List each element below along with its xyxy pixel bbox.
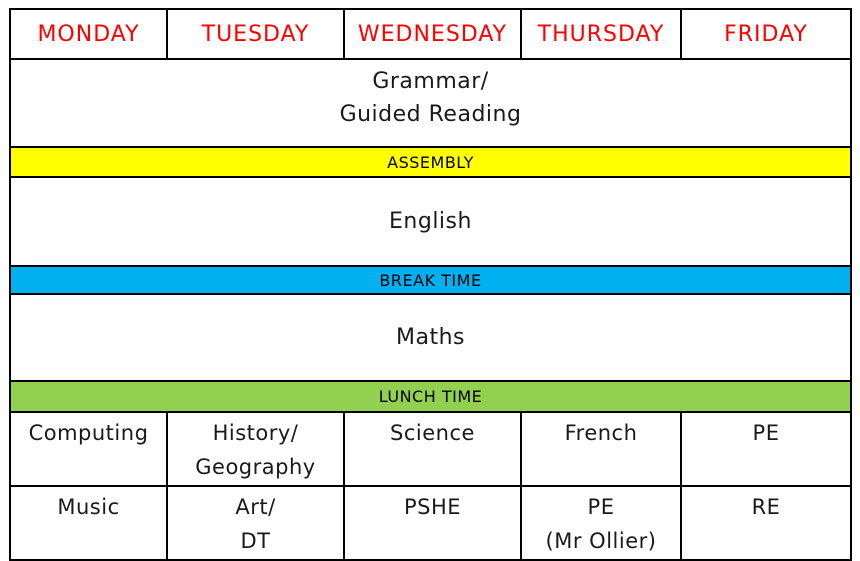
english-cell: English [10,177,851,266]
afternoon-row-2 [10,486,851,560]
grammar-guided-reading-cell [10,59,851,147]
english-row [10,177,851,266]
lesson-cell-thursday-pm1 [521,412,681,486]
lesson-line-2 [346,524,519,525]
lesson-line-1: Computing [28,421,149,445]
grammar-row [10,59,851,147]
lesson-line-2: Guided Reading [339,102,522,127]
lesson-cell-wednesday-pm2 [344,486,521,560]
lesson-cell-friday-pm2 [681,486,851,560]
lesson-line-2: (Mr Ollier) [545,529,657,553]
maths-row [10,294,851,381]
header-cell-tuesday: TUESDAY [167,9,344,59]
lesson-line-1: Art/ [235,495,276,519]
lesson-cell-friday-pm1 [681,412,851,486]
lesson-line-1: History/ [212,421,299,445]
lesson-line-1: PE [752,421,780,445]
lunch-time-banner-row [10,381,851,412]
maths-cell: Maths [10,294,851,381]
header-row [10,9,851,59]
weekly-timetable-table [9,8,852,561]
assembly-banner: ASSEMBLY [10,147,851,177]
lesson-line-1: French [564,421,638,445]
lesson-line-2 [683,450,849,451]
header-cell-wednesday: WEDNESDAY [344,9,521,59]
lesson-line-2 [12,450,165,451]
header-cell-friday: FRIDAY [681,9,851,59]
lesson-cell-monday-pm1 [10,412,167,486]
lesson-cell-monday-pm2 [10,486,167,560]
lesson-line-1: Science [390,421,475,445]
lunch-time-banner: LUNCH TIME [10,381,851,412]
lesson-line-2 [683,524,849,525]
lesson-line-2 [12,524,165,525]
lesson-line-2 [346,450,519,451]
header-cell-thursday: THURSDAY [521,9,681,59]
lesson-cell-tuesday-pm2 [167,486,344,560]
lesson-line-2: DT [240,529,271,553]
lesson-cell-thursday-pm2 [521,486,681,560]
lesson-line-1: Music [57,495,120,519]
break-time-banner: BREAK TIME [10,266,851,294]
lesson-line-2: Geography [195,455,316,479]
lesson-line-2 [523,450,679,451]
assembly-banner-row [10,147,851,177]
lesson-line-1: PSHE [403,495,462,519]
lesson-cell-tuesday-pm1 [167,412,344,486]
break-time-banner-row [10,266,851,294]
lesson-line-1: RE [751,495,781,519]
header-cell-monday: MONDAY [10,9,167,59]
lesson-line-1: PE [587,495,615,519]
lesson-line-1: Grammar/ [372,69,489,94]
lesson-cell-wednesday-pm1 [344,412,521,486]
afternoon-row-1 [10,412,851,486]
